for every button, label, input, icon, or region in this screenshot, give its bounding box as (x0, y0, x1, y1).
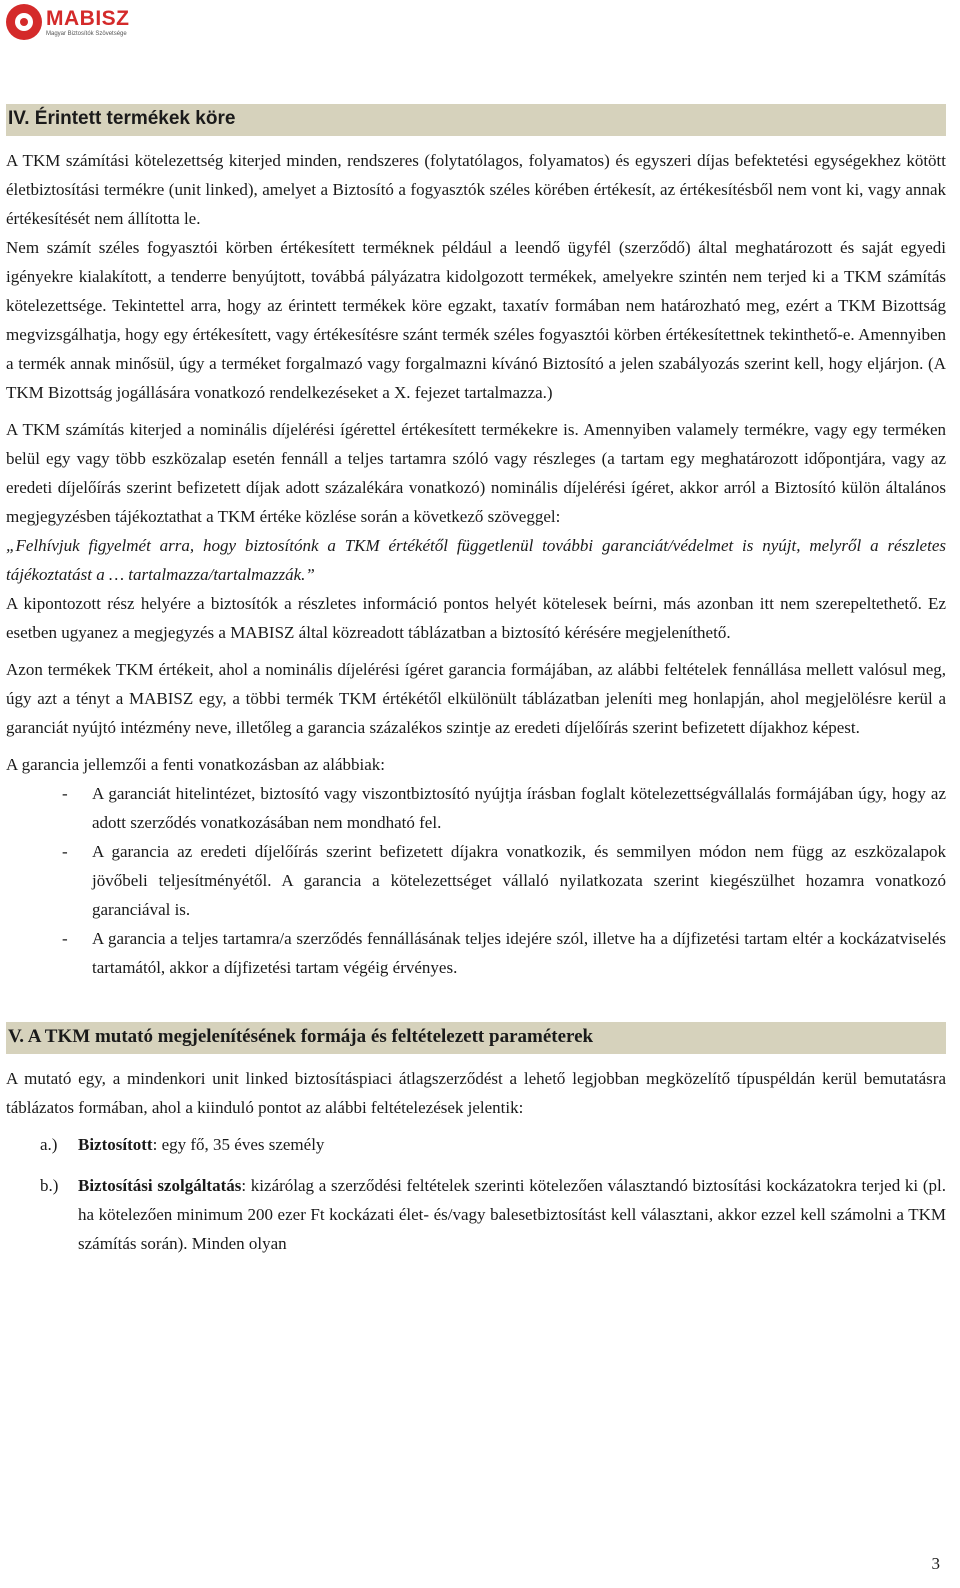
assumption-list (6, 1130, 946, 1258)
list-item-term: Biztosított (78, 1135, 153, 1154)
section-4-paragraph-3: A TKM számítás kiterjed a nominális díjelérési ígérettel értékesített termékekre is. Amennyiben valamely termékre, vagy egy terméken belül egy vagy több eszközalap esetén fennáll a teljes tartamra szóló vagy részleges (a tartam egy meghatározott időpontjára, vagy az eredeti díjelőírás szerint befizetett díjak adott százalékára vonatkozó) nominális díjelérési ígéret, akkor arról a Biztosító külön általános megjegyzésben tájékoztathat a TKM értéke közlése során a következő szöveggel: (6, 420, 946, 526)
list-item-text: : egy fő, 35 éves személy (152, 1135, 325, 1154)
mabisz-logo-icon (6, 4, 42, 40)
section-5-heading: V. A TKM mutató megjelenítésének formája és feltételezett paraméterek (6, 1022, 946, 1054)
list-item-text: A garanciát hitelintézet, biztosító vagy viszontbiztosító nyújtja írásban foglalt kötelezettségvállalás formájában úgy, hogy az adott szerződés vonatkozásában nem mondható fel. (92, 784, 946, 832)
list-item (6, 1171, 946, 1258)
section-5-paragraph-1: A mutató egy, a mindenkori unit linked biztosításpiaci átlagszerződést a lehető legjobban megközelítő típuspéldán kerül bemutatásra táblázatos formában, ahol a kiinduló pontot az alábbi feltételezések jelentik: (6, 1069, 946, 1117)
list-item-text: : kizárólag a szerződési feltételek szerinti kötelezően választandó biztosítási kockázatokra terjed ki (pl. ha kötelezően minimum 200 ezer Ft kockázati élet- és/vagy balesetbiztosítást kell választani, akkor ezzel kell számolni a TKM számítás során). Minden olyan (78, 1176, 947, 1253)
document-body (6, 104, 946, 1270)
list-item-text: A garancia az eredeti díjelőírás szerint befizetett díjakra vonatkozik, és semmilyen módon nem függ az eszközalapok jövőbeli teljesítményétől. A garancia a kötelezettséget vállaló nyilatkozata szerint kiegészülhet hozamra vonatkozó garanciával is. (92, 842, 946, 919)
list-item (6, 1130, 946, 1159)
list-item (6, 779, 946, 837)
section-4-heading: IV. Érintett termékek köre (6, 104, 946, 136)
section-4-paragraph-1: A TKM számítási kötelezettség kiterjed minden, rendszeres (folytatólagos, folyamatos) és egyszeri díjas befektetési egységekhez kötött életbiztosítási termékre (unit linked), amelyet a Biztosító a fogyasztók széles körében értékesít, az értékesítésből nem vont ki, vagy annak értékesítését nem állította le. (6, 151, 946, 228)
guarantee-list (6, 779, 946, 982)
list-item-text: A garancia a teljes tartamra/a szerződés fennállásának teljes idejére szól, illetve ha a díjfizetési tartam eltér a kockázatviselés tartamától, akkor a díjfizetési tartam végéig érvényes. (92, 929, 946, 977)
notice-quote: „Felhívjuk figyelmét arra, hogy biztosítónk a TKM értékétől függetlenül további garanciát/védelmet is nyújt, melyről a részletes tájékoztatást a … tartalmazza/tartalmazzák.” (6, 536, 946, 584)
section-4-paragraph-6: A garancia jellemzői a fenti vonatkozásban az alábbiak: (6, 755, 386, 774)
logo-name: MABISZ (46, 6, 130, 30)
logo-subtitle: Magyar Biztosítók Szövetsége (46, 30, 127, 37)
section-4-paragraph-2: Nem számít széles fogyasztói körben értékesített terméknek például a leendő ügyfél (szerződő) által meghatározott és saját egyedi igényekre kialakított, a tenderre benyújtott, továbbá pályázatra kidolgozott termékek, amelyekre szintén nem terjed ki a TKM számítás kötelezettsége. Tekintettel arra, hogy az érintett termékek köre egzakt, taxatív formában nem határozható meg, ezért a TKM Bizottság megvizsgálhatja, hogy egy értékesített, vagy értékesítésre szánt termék széles fogyasztói körben értékesítettnek tekinthető-e. Amennyiben a termék annak minősül, úgy a terméket forgalmazó vagy forgalmazni kívánó Biztosító a jelen szabályozás szerint kell, hogy eljárjon. (A TKM Bizottság jogállására vonatkozó rendelkezéseket a X. fejezet tartalmazza.) (6, 238, 946, 402)
section-4-paragraph-5: Azon termékek TKM értékeit, ahol a nominális díjelérési ígéret garancia formájában, az alábbi feltételek fennállása mellett valósul meg, úgy azt a tényt a MABISZ egy, a többi termék TKM értékétől elkülönült táblázatban jeleníti meg honlapján, ahol megjelölésre kerül a garanciát nyújtó intézmény neve, illetőleg a garancia százalékos szintje az eredeti díjelőírás szerint befizetett díjakhoz képest. (6, 660, 946, 737)
list-item (6, 837, 946, 924)
logo-text (46, 8, 130, 37)
section-4-paragraph-4: A kipontozott rész helyére a biztosítók a részletes információ pontos helyét kötelesek beírni, más azonban itt nem szerepeltethető. Ez esetben ugyanez a megjegyzés a MABISZ által közreadott táblázatban a biztosító kérésére megjeleníthető. (6, 594, 946, 642)
mabisz-logo (6, 4, 130, 40)
list-marker: a.) (40, 1135, 58, 1154)
list-marker: b.) (40, 1176, 59, 1195)
list-item-term: Biztosítási szolgáltatás (78, 1176, 242, 1195)
list-item (6, 924, 946, 982)
page-number: 3 (931, 1554, 940, 1573)
list-bullet: - (62, 784, 68, 803)
list-bullet: - (62, 842, 68, 861)
list-bullet: - (62, 929, 68, 948)
